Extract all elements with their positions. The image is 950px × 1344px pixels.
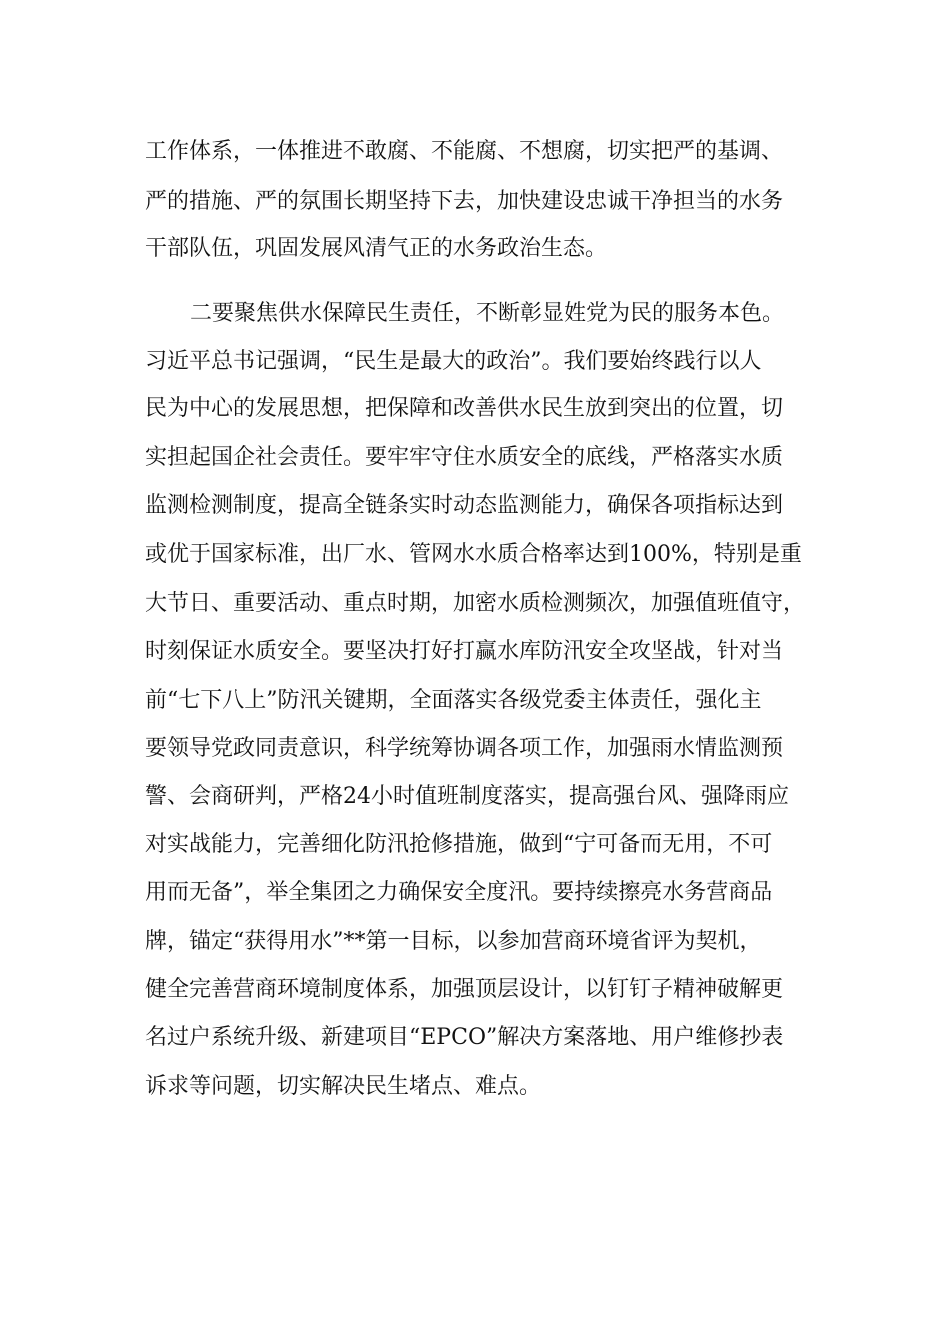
paragraph-2-line-12: 对实战能力，完善细化防汛抢修措施，做到“宁可备而无用，不可 bbox=[145, 832, 773, 857]
paragraph-2-line-11: 警、会商研判，严格24小时值班制度落实，提高强台风、强降雨应 bbox=[145, 784, 789, 809]
paragraph-1-line-1: 工作体系，一体推进不敢腐、不能腐、不想腐，切实把严的基调、 bbox=[145, 139, 784, 164]
paragraph-2-line-9: 前“七下八上”防汛关键期，全面落实各级党委主体责任，强化主 bbox=[145, 688, 762, 713]
paragraph-2-line-2: 习近平总书记强调，“民生是最大的政治”。我们要始终践行以人 bbox=[145, 349, 762, 374]
paragraph-2-line-8: 时刻保证水质安全。要坚决打好打赢水库防汛安全攻坚战，针对当 bbox=[145, 639, 784, 664]
paragraph-2-line-13: 用而无备”，举全集团之力确保安全度汛。要持续擦亮水务营商品 bbox=[145, 880, 773, 905]
paragraph-2-line-1: 二要聚焦供水保障民生责任，不断彰显姓党为民的服务本色。 bbox=[190, 301, 785, 326]
paragraph-2-line-7: 大节日、重要活动、重点时期，加密水质检测频次，加强值班值守， bbox=[145, 591, 805, 616]
paragraph-2-line-10: 要领导党政同责意识，科学统筹协调各项工作，加强雨水情监测预 bbox=[145, 736, 784, 761]
paragraph-1-line-2: 严的措施、严的氛围长期坚持下去，加快建设忠诚干净担当的水务 bbox=[145, 189, 784, 214]
paragraph-2-line-15: 健全完善营商环境制度体系，加强顶层设计，以钉钉子精神破解更 bbox=[145, 977, 784, 1002]
paragraph-2-line-3: 民为中心的发展思想，把保障和改善供水民生放到突出的位置，切 bbox=[145, 396, 784, 421]
paragraph-2-line-4: 实担起国企社会责任。要牢牢守住水质安全的底线，严格落实水质 bbox=[145, 445, 784, 470]
paragraph-2-line-14: 牌，锚定“获得用水”**第一目标，以参加营商环境省评为契机， bbox=[145, 929, 762, 954]
paragraph-2-line-6: 或优于国家标准，出厂水、管网水水质合格率达到100%，特别是重 bbox=[145, 542, 802, 567]
paragraph-1-line-3: 干部队伍，巩固发展风清气正的水务政治生态。 bbox=[145, 236, 608, 261]
paragraph-2-line-16: 名过户系统升级、新建项目“EPCO”解决方案落地、用户维修抄表 bbox=[145, 1025, 784, 1050]
paragraph-2-line-5: 监测检测制度，提高全链条实时动态监测能力，确保各项指标达到 bbox=[145, 493, 784, 518]
paragraph-2-line-17: 诉求等问题，切实解决民生堵点、难点。 bbox=[145, 1074, 542, 1099]
